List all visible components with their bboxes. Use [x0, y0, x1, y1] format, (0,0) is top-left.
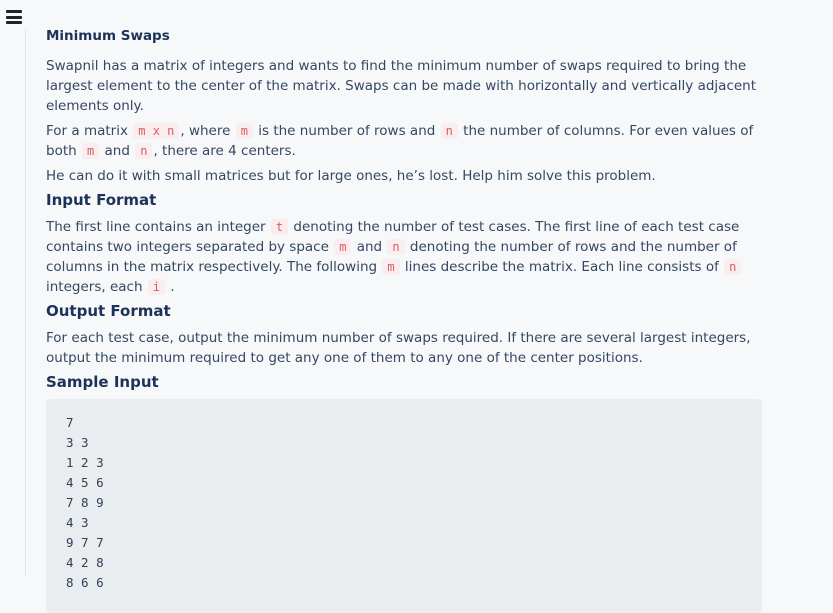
text-segment: is the number of rows and — [254, 123, 440, 139]
code-line: 8 6 6 — [66, 573, 742, 593]
vertical-divider — [25, 30, 26, 576]
text-segment: He can do it with small matrices but for large ones, he’s lost. Help him solve this problem. — [46, 168, 656, 184]
paragraph — [46, 166, 762, 186]
code-line: 7 8 9 — [66, 493, 742, 513]
hamburger-bar — [6, 21, 22, 24]
code-line: 7 — [66, 413, 742, 433]
section-heading: Sample Input — [46, 373, 762, 391]
inline-code: m — [382, 259, 399, 275]
inline-code: t — [271, 219, 288, 235]
inline-code: n — [724, 259, 741, 275]
code-line: 4 3 — [66, 513, 742, 533]
text-segment: For each test case, output the minimum number of swaps required. If there are several largest integers, output the minimum required to get any one of them to any one of the center positions. — [46, 330, 751, 366]
text-segment: , there are 4 centers. — [153, 143, 295, 159]
text-segment: The first line contains an integer — [46, 219, 270, 235]
inline-code: m — [82, 143, 99, 159]
paragraph — [46, 56, 762, 116]
inline-code: n — [387, 239, 404, 255]
inline-code: i — [148, 279, 165, 295]
paragraph — [46, 217, 762, 297]
text-segment: and — [352, 239, 386, 255]
text-segment: and — [100, 143, 134, 159]
code-line: 4 2 8 — [66, 553, 742, 573]
text-segment: the number of columns. For even values of both — [46, 123, 753, 159]
section-heading: Input Format — [46, 191, 762, 209]
code-line: 4 5 6 — [66, 473, 742, 493]
text-segment: denoting the number of rows and the number of columns in the matrix respectively. The following — [46, 239, 737, 275]
text-segment: , where — [180, 123, 234, 139]
hamburger-menu-icon[interactable] — [6, 10, 22, 24]
problem-body — [46, 56, 762, 613]
section-heading: Output Format — [46, 302, 762, 320]
hamburger-bar — [6, 16, 22, 19]
problem-title: Minimum Swaps — [46, 28, 762, 44]
code-line: 3 3 — [66, 433, 742, 453]
text-segment: denoting the number of test cases. The first line of each test case contains two integers separated by space — [46, 219, 739, 255]
code-line: 1 2 3 — [66, 453, 742, 473]
hamburger-bar — [6, 10, 22, 13]
paragraph — [46, 328, 762, 368]
code-line: 9 7 7 — [66, 533, 742, 553]
paragraph — [46, 121, 762, 161]
inline-code: m — [236, 123, 253, 139]
inline-code: n — [135, 143, 152, 159]
text-segment: integers, each — [46, 279, 147, 295]
inline-code: n — [441, 123, 458, 139]
text-segment: Swapnil has a matrix of integers and wants to find the minimum number of swaps required to bring the largest element to the center of the matrix. Swaps can be made with horizontally and vertically adjacent elements only. — [46, 58, 756, 114]
text-segment: For a matrix — [46, 123, 132, 139]
problem-statement — [46, 28, 762, 613]
inline-code: m x n — [133, 123, 179, 139]
text-segment: . — [166, 279, 175, 295]
sample-input-block — [46, 399, 762, 613]
text-segment: lines describe the matrix. Each line consists of — [401, 259, 724, 275]
inline-code: m — [334, 239, 351, 255]
